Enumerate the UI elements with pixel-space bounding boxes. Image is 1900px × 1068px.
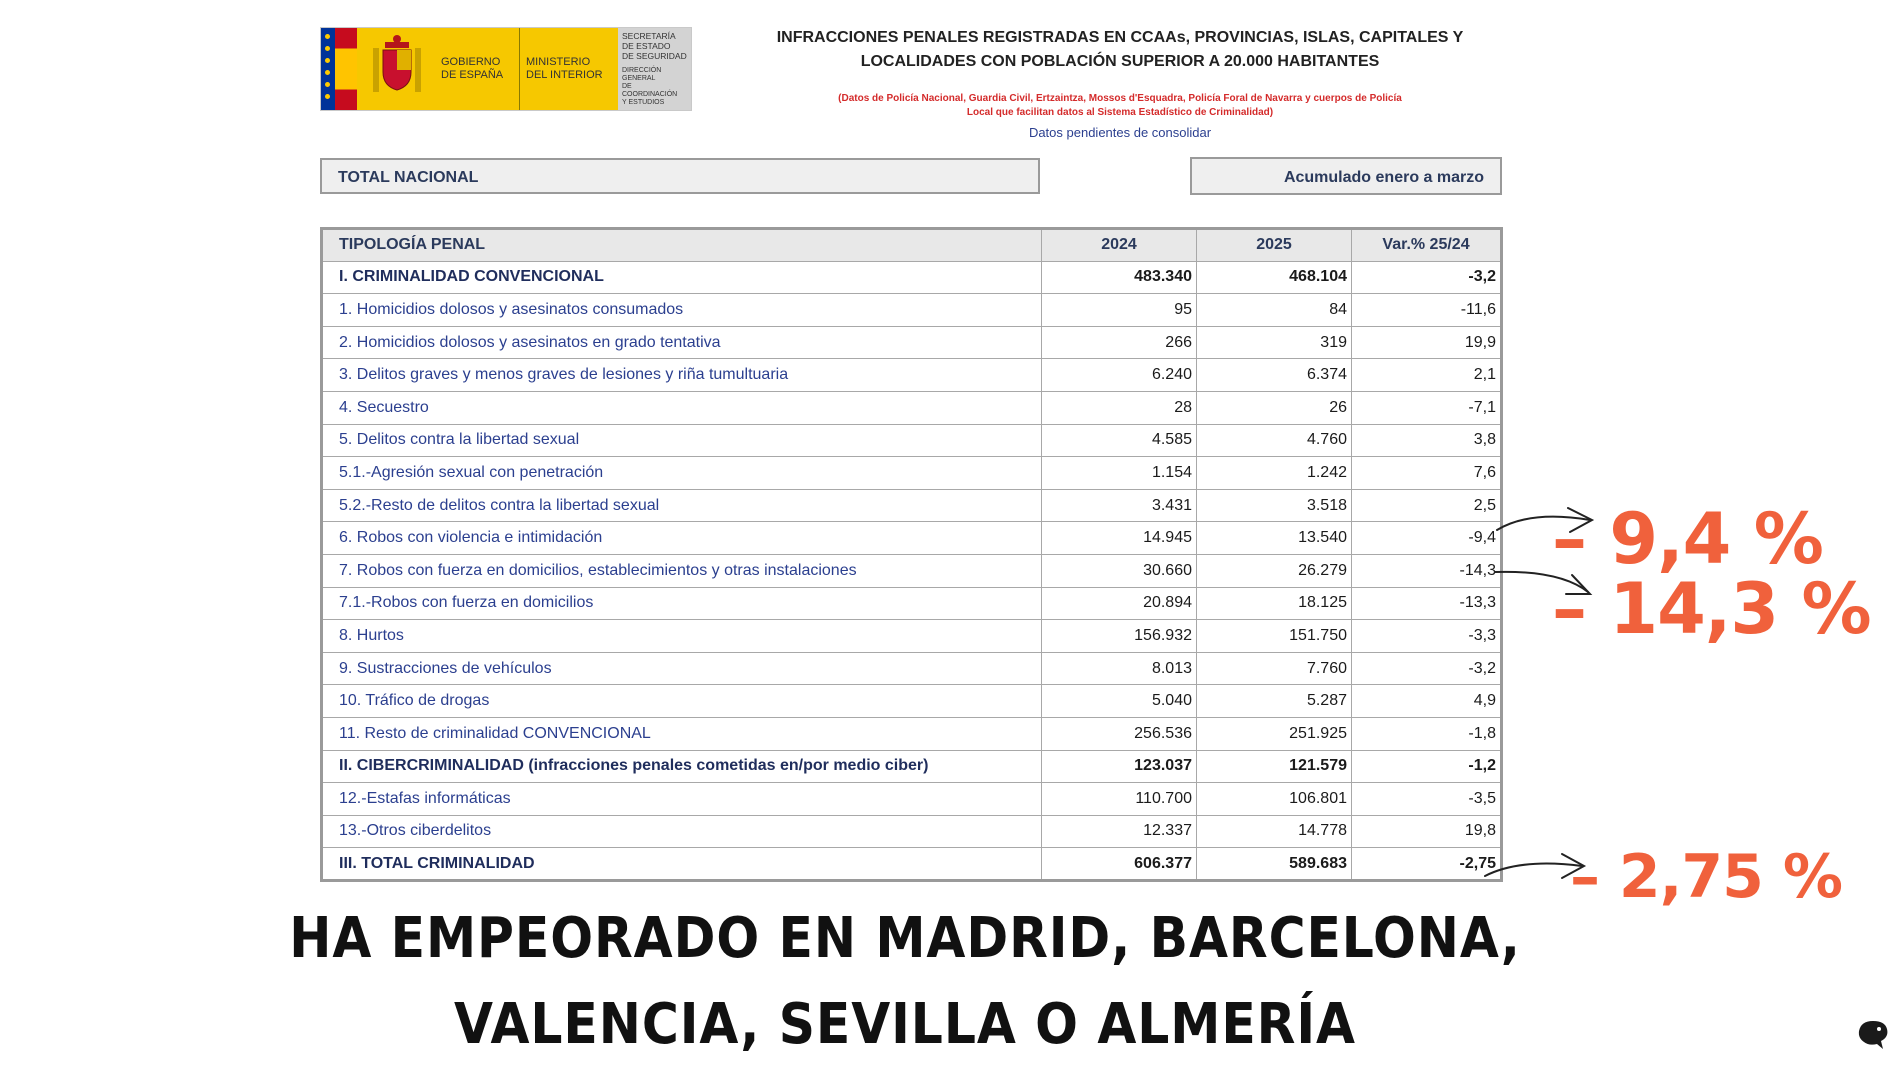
- row-2025-cell: 84: [1197, 294, 1352, 327]
- row-variation-cell: -11,6: [1352, 294, 1502, 327]
- row-2024-cell: 8.013: [1042, 652, 1197, 685]
- table-row: [322, 783, 1502, 816]
- caption-line2: VALENCIA, SEVILLA O ALMERÍA: [454, 992, 1356, 1057]
- row-variation-cell: -3,5: [1352, 783, 1502, 816]
- row-2025-cell: 4.760: [1197, 424, 1352, 457]
- row-type-cell: 4. Secuestro: [322, 391, 1042, 424]
- row-type-cell: 5. Delitos contra la libertad sexual: [322, 424, 1042, 457]
- row-variation-cell: -3,2: [1352, 652, 1502, 685]
- row-type-cell: III. TOTAL CRIMINALIDAD: [322, 848, 1042, 881]
- caption-line1: HA EMPEORADO EN MADRID, BARCELONA,: [289, 906, 1521, 971]
- row-type-cell: 10. Tráfico de drogas: [322, 685, 1042, 718]
- row-2025-cell: 319: [1197, 326, 1352, 359]
- row-2025-cell: 7.760: [1197, 652, 1352, 685]
- row-2025-cell: 121.579: [1197, 750, 1352, 783]
- period-label-box: Acumulado enero a marzo: [1190, 157, 1502, 195]
- row-variation-cell: 7,6: [1352, 457, 1502, 490]
- table-row: [322, 815, 1502, 848]
- row-variation-cell: -2,75: [1352, 848, 1502, 881]
- row-type-cell: 5.1.-Agresión sexual con penetración: [322, 457, 1042, 490]
- row-type-cell: 1. Homicidios dolosos y asesinatos consumados: [322, 294, 1042, 327]
- channel-logo-icon: [1853, 1013, 1893, 1053]
- row-2024-cell: 12.337: [1042, 815, 1197, 848]
- row-type-cell: II. CIBERCRIMINALIDAD (infracciones penales cometidas en/por medio ciber): [322, 750, 1042, 783]
- row-2025-cell: 106.801: [1197, 783, 1352, 816]
- pending-note: Datos pendientes de consolidar: [1028, 125, 1212, 140]
- row-type-cell: 8. Hurtos: [322, 620, 1042, 653]
- row-2025-cell: 251.925: [1197, 717, 1352, 750]
- annotation-minus-9-4: – 9,4 %: [1552, 498, 1823, 580]
- annotation-minus-14-3: – 14,3 %: [1552, 568, 1871, 650]
- row-variation-cell: -14,3: [1352, 554, 1502, 587]
- report-title-line2: LOCALIDADES CON POBLACIÓN SUPERIOR A 20.000 HABITANTES: [860, 53, 1380, 70]
- row-type-cell: 12.-Estafas informáticas: [322, 783, 1042, 816]
- row-2024-cell: 266: [1042, 326, 1197, 359]
- table-row: [322, 652, 1502, 685]
- row-variation-cell: 19,9: [1352, 326, 1502, 359]
- eu-flag-strip: [321, 28, 335, 110]
- logo-secretaria-text: SECRETARÍA DE ESTADO DE SEGURIDAD DIRECCIÓN GENERAL DE COORDINACIÓN Y ESTUDIOS: [618, 28, 691, 110]
- logo-gobierno-text: GOBIERNO DE ESPAÑA: [437, 28, 519, 110]
- annotation-minus-2-75: – 2,75 %: [1570, 842, 1842, 912]
- row-type-cell: 5.2.-Resto de delitos contra la libertad sexual: [322, 489, 1042, 522]
- header-type: TIPOLOGÍA PENAL: [322, 229, 1042, 262]
- row-2024-cell: 95: [1042, 294, 1197, 327]
- row-variation-cell: -7,1: [1352, 391, 1502, 424]
- row-type-cell: 13.-Otros ciberdelitos: [322, 815, 1042, 848]
- table-row: [322, 685, 1502, 718]
- row-variation-cell: 2,1: [1352, 359, 1502, 392]
- row-variation-cell: 19,8: [1352, 815, 1502, 848]
- row-variation-cell: -3,3: [1352, 620, 1502, 653]
- table-row: [322, 620, 1502, 653]
- row-variation-cell: -9,4: [1352, 522, 1502, 555]
- row-2025-cell: 1.242: [1197, 457, 1352, 490]
- row-variation-cell: 4,9: [1352, 685, 1502, 718]
- row-2024-cell: 606.377: [1042, 848, 1197, 881]
- table-row: [322, 489, 1502, 522]
- table-header-row: [322, 229, 1502, 262]
- row-2024-cell: 20.894: [1042, 587, 1197, 620]
- row-type-cell: 3. Delitos graves y menos graves de lesiones y riña tumultuaria: [322, 359, 1042, 392]
- header-2024: 2024: [1042, 229, 1197, 262]
- row-2025-cell: 151.750: [1197, 620, 1352, 653]
- row-variation-cell: -3,2: [1352, 261, 1502, 294]
- row-variation-cell: -1,8: [1352, 717, 1502, 750]
- source-note-line1: (Datos de Policía Nacional, Guardia Civil, Ertzaintza, Mossos d'Esquadra, Policía Foral de Navarra y cuerpos de Policía: [838, 93, 1402, 104]
- government-logo: [320, 27, 692, 111]
- row-2024-cell: 4.585: [1042, 424, 1197, 457]
- row-2024-cell: 156.932: [1042, 620, 1197, 653]
- row-type-cell: 7.1.-Robos con fuerza en domicilios: [322, 587, 1042, 620]
- table-row: [322, 750, 1502, 783]
- crime-statistics-table: [320, 227, 1503, 882]
- table-row: [322, 554, 1502, 587]
- row-type-cell: 6. Robos con violencia e intimidación: [322, 522, 1042, 555]
- row-2024-cell: 14.945: [1042, 522, 1197, 555]
- row-type-cell: 11. Resto de criminalidad CONVENCIONAL: [322, 717, 1042, 750]
- table-row: [322, 359, 1502, 392]
- row-type-cell: 7. Robos con fuerza en domicilios, establecimientos y otras instalaciones: [322, 554, 1042, 587]
- row-2024-cell: 3.431: [1042, 489, 1197, 522]
- table-row: [322, 848, 1502, 881]
- table-row: [322, 261, 1502, 294]
- row-2024-cell: 30.660: [1042, 554, 1197, 587]
- row-2024-cell: 110.700: [1042, 783, 1197, 816]
- table-row: [322, 294, 1502, 327]
- coat-of-arms-icon: [357, 28, 437, 110]
- row-2024-cell: 123.037: [1042, 750, 1197, 783]
- report-title-line1: INFRACCIONES PENALES REGISTRADAS EN CCAAs, PROVINCIAS, ISLAS, CAPITALES Y: [776, 29, 1464, 46]
- row-2025-cell: 5.287: [1197, 685, 1352, 718]
- table-body: [322, 261, 1502, 880]
- row-2025-cell: 3.518: [1197, 489, 1352, 522]
- row-variation-cell: 3,8: [1352, 424, 1502, 457]
- row-2024-cell: 6.240: [1042, 359, 1197, 392]
- table-row: [322, 391, 1502, 424]
- row-2025-cell: 589.683: [1197, 848, 1352, 881]
- row-variation-cell: -1,2: [1352, 750, 1502, 783]
- table-row: [322, 326, 1502, 359]
- table-row: [322, 522, 1502, 555]
- table-row: [322, 587, 1502, 620]
- row-type-cell: 9. Sustracciones de vehículos: [322, 652, 1042, 685]
- header-variation: Var.% 25/24: [1352, 229, 1502, 262]
- table-row: [322, 457, 1502, 490]
- row-2025-cell: 18.125: [1197, 587, 1352, 620]
- row-2025-cell: 468.104: [1197, 261, 1352, 294]
- table-row: [322, 717, 1502, 750]
- spain-flag-strip: [335, 28, 357, 110]
- scope-label-box: TOTAL NACIONAL: [320, 158, 1040, 194]
- row-variation-cell: 2,5: [1352, 489, 1502, 522]
- row-2025-cell: 14.778: [1197, 815, 1352, 848]
- source-note-line2: Local que facilitan datos al Sistema Estadístico de Criminalidad): [966, 107, 1274, 118]
- row-2024-cell: 28: [1042, 391, 1197, 424]
- row-variation-cell: -13,3: [1352, 587, 1502, 620]
- row-2025-cell: 13.540: [1197, 522, 1352, 555]
- row-2025-cell: 26.279: [1197, 554, 1352, 587]
- row-type-cell: 2. Homicidios dolosos y asesinatos en grado tentativa: [322, 326, 1042, 359]
- row-2025-cell: 26: [1197, 391, 1352, 424]
- logo-ministerio-text: MINISTERIO DEL INTERIOR: [519, 28, 618, 110]
- row-2024-cell: 256.536: [1042, 717, 1197, 750]
- row-2024-cell: 483.340: [1042, 261, 1197, 294]
- row-2025-cell: 6.374: [1197, 359, 1352, 392]
- row-2024-cell: 1.154: [1042, 457, 1197, 490]
- header-2025: 2025: [1197, 229, 1352, 262]
- row-2024-cell: 5.040: [1042, 685, 1197, 718]
- table-row: [322, 424, 1502, 457]
- row-type-cell: I. CRIMINALIDAD CONVENCIONAL: [322, 261, 1042, 294]
